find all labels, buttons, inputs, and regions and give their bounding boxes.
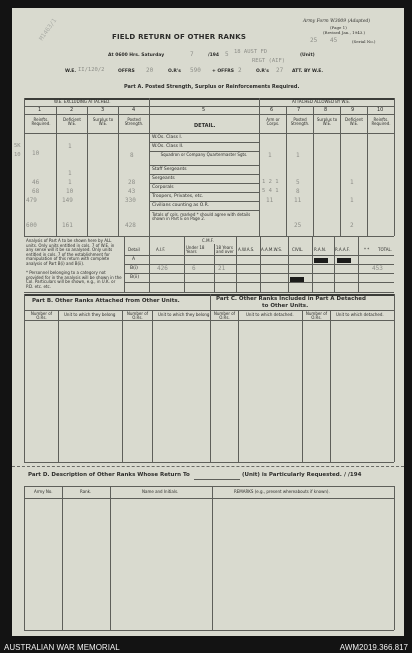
ors-label: O.R's: [168, 69, 181, 74]
part-d-title: Part D. Description of Other Ranks Whose Return To: [28, 472, 190, 478]
margin-note: 5K: [14, 143, 21, 149]
group-header-left: W.E. EXCLUDING ATTACHED.: [54, 99, 111, 104]
perforation-line: [12, 466, 404, 467]
cell-value: 8: [130, 152, 134, 159]
plus-ors-label: O.R's: [256, 69, 269, 74]
sub-header: Posted Strength.: [290, 117, 310, 126]
detail-label: Sergeants: [152, 176, 175, 181]
analysis-value: 426: [157, 265, 168, 272]
cell-value: 43: [128, 188, 136, 195]
cell-value: 11: [266, 197, 274, 204]
col-number: 6: [270, 107, 274, 113]
cell-value: 330: [125, 197, 136, 204]
cmf-sub: 18 Years and over: [216, 245, 234, 254]
col-number: 4: [132, 107, 136, 113]
unit-written: 18 AUST FD: [234, 49, 268, 55]
cell-value: 479: [26, 197, 37, 204]
cell-value: 1 2 1: [262, 179, 279, 185]
sub-header: Reinfts. Required.: [31, 117, 51, 126]
part-d-col: REMARKS (e.g., present whereabouts if known).: [234, 489, 330, 494]
part-b-col: Number of O.Rs.: [30, 311, 53, 320]
cell-value: 68: [32, 188, 40, 195]
form-ref-line3: (Revised Jan., 1943.): [323, 30, 366, 35]
footer-accession: AWM2019.366.817: [339, 643, 408, 652]
analysis-row-label: A: [132, 257, 136, 262]
analysis-value: 6: [192, 265, 196, 272]
serial-no-label: (Serial No.): [352, 39, 376, 44]
part-c-title: Part C. Other Ranks Included in Part A Detached: [216, 296, 366, 302]
cell-value: 1: [268, 152, 272, 159]
cell-value: 1: [350, 197, 354, 204]
archive-stamp: M1463/1: [38, 17, 59, 43]
sub-header: Deficient W.E.: [63, 117, 81, 126]
cell-value: 10: [66, 188, 74, 195]
cell-value: 11: [294, 197, 302, 204]
detail-label: Staff Sergeants: [152, 167, 187, 172]
analysis-header: * *: [364, 247, 370, 252]
part-b-col: Unit to which they belong: [158, 312, 210, 317]
date-written: 7: [190, 51, 194, 58]
unit-label: (Unit): [300, 53, 315, 58]
part-d-date: / /194: [344, 472, 362, 478]
we-written: II/120/2: [78, 67, 105, 73]
at-label: At 0600 Hrs. Saturday: [108, 53, 165, 58]
part-a-title: Part A. Posted Strength, Surplus or Reinforcements Required.: [124, 84, 300, 90]
col-number: 10: [377, 107, 384, 113]
offrs-written: 20: [146, 67, 154, 74]
cell-value: 28: [128, 179, 136, 186]
year-written: 5: [225, 51, 229, 58]
analysis-row-label: B(ii): [130, 275, 140, 280]
serial-written-2: 45: [330, 37, 338, 44]
col-number: 1: [38, 107, 42, 113]
plus-offrs-written: 2: [238, 67, 242, 74]
year-label: /194: [208, 53, 220, 58]
detail-label: Squadron or Company Quartermaster Sgts.: [160, 152, 248, 157]
plus-ors-written: 27: [276, 67, 284, 74]
cell-value: 1: [68, 170, 72, 177]
analysis-header: C.M.F.: [202, 238, 214, 243]
archive-footer: [0, 640, 412, 653]
col-number: 3: [101, 107, 105, 113]
cell-value: 1: [68, 143, 72, 150]
redaction-mark: [290, 277, 304, 282]
analysis-value: 21: [218, 265, 226, 272]
sub-header: Posted Strength.: [124, 117, 144, 126]
sub-header: Reinfts. Required.: [371, 117, 391, 126]
form-ref-line1: Army Form W3009 (Adapted): [303, 19, 371, 24]
part-d-col: Name and Initials.: [142, 489, 179, 494]
detail-header: DETAIL.: [194, 123, 216, 129]
detail-label: W.Os. Class I.: [152, 135, 183, 140]
analysis-row-label: B(i): [130, 266, 138, 271]
col-number: 2: [70, 107, 74, 113]
analysis-header: R.A.A.F.: [335, 247, 350, 252]
detail-label: Corporals: [152, 185, 174, 190]
cell-value: 5 4 1: [262, 188, 279, 194]
cell-value: 25: [294, 222, 302, 229]
analysis-header: TOTAL.: [378, 247, 392, 252]
detail-label: Troopers, Privates, etc.: [152, 194, 204, 199]
sub-header: Surplus to W.E.: [92, 117, 114, 126]
cell-value: 1: [68, 179, 72, 186]
part-c-col: Number of O.Rs.: [305, 311, 328, 320]
plus-offrs-label: + OFFRS: [212, 69, 235, 74]
col-number: 9: [351, 107, 355, 113]
sub-header: Deficient W.E.: [345, 117, 363, 126]
part-d-title-mid: (Unit) is Particularly Requested.: [242, 472, 342, 478]
sub-header: Arm or Corps.: [266, 117, 280, 126]
att-label: ATT. BY W.E.: [292, 69, 324, 74]
redaction-mark: [337, 258, 351, 263]
ors-written: 590: [190, 67, 201, 74]
col-number: 8: [324, 107, 328, 113]
cell-value: 5: [296, 179, 300, 186]
sub-header: Surplus to W.E.: [316, 117, 338, 126]
analysis-header: Detail: [128, 247, 140, 252]
analysis-note-2: * Personnel belonging to a category not provided for in the analysis will be shown in the Col. Particulars will be shown, e.g., in U.K. or P.D. etc. etc.: [26, 270, 122, 289]
cell-value: 46: [32, 179, 40, 186]
part-c-title-2: to Other Units.: [262, 303, 309, 309]
part-b-title: Part B. Other Ranks Attached from Other Units.: [32, 298, 180, 304]
cell-value: 600: [26, 222, 37, 229]
part-b-col: Number of O.Rs.: [126, 311, 149, 320]
redaction-mark: [314, 258, 328, 263]
part-d-col: Army No.: [34, 489, 53, 494]
part-b-col: Unit to which they belong: [64, 312, 116, 317]
cell-value: 1: [296, 152, 300, 159]
we-label: W.E.: [65, 69, 77, 74]
unit-written-2: REGT (AIF): [252, 58, 286, 64]
part-c-col: Unit to which detached.: [246, 312, 294, 317]
group-header-right: ATTACHED ALLOWED BY W.E.: [292, 99, 351, 104]
cell-value: 1: [350, 179, 354, 186]
form-ref-line2: (Page 1): [330, 25, 347, 30]
cell-value: 161: [62, 222, 73, 229]
analysis-value: 453: [372, 265, 383, 272]
part-c-col: Unit to which detached.: [336, 312, 384, 317]
col-number: 5: [202, 107, 206, 113]
analysis-header: A.A.M.W.S.: [261, 247, 283, 252]
detail-label: Totals of cols. marked * should agree with details shown in Part E on Page 2.: [152, 212, 251, 221]
margin-note: 10: [14, 152, 21, 158]
analysis-header: R.A.N.: [314, 247, 327, 252]
cell-value: 10: [32, 150, 40, 157]
form-sheet: [12, 8, 404, 636]
page-title: FIELD RETURN OF OTHER RANKS: [112, 33, 247, 41]
analysis-header: A.I.F.: [156, 247, 166, 252]
cell-value: 428: [125, 222, 136, 229]
footer-institution: AUSTRALIAN WAR MEMORIAL: [4, 643, 120, 652]
col-number: 7: [297, 107, 301, 113]
analysis-header: CIVIL.: [292, 247, 304, 252]
detail-label: W.Os. Class II.: [152, 144, 184, 149]
analysis-header: A.W.A.S.: [238, 247, 255, 252]
cell-value: 2: [350, 222, 354, 229]
detail-label: Civilians counting as O.R.: [152, 203, 209, 208]
cell-value: 8: [296, 188, 300, 195]
part-c-col: Number of O.Rs.: [213, 311, 236, 320]
serial-written: 25: [310, 37, 318, 44]
offrs-label: OFFRS: [118, 69, 135, 74]
analysis-note: Analysis of Part A to be shown here by ALL units. Only units entitled in cols. 7 of W.E. in any sense will it be so analysed. Only units entitled in cols. 7 of the establishment for manipulation of this return with complete analysis of Part B(i) and B(ii).: [26, 238, 115, 266]
part-d-col: Rank.: [80, 489, 92, 494]
cmf-sub: Under 18 Years: [186, 245, 205, 254]
cell-value: 149: [62, 197, 73, 204]
